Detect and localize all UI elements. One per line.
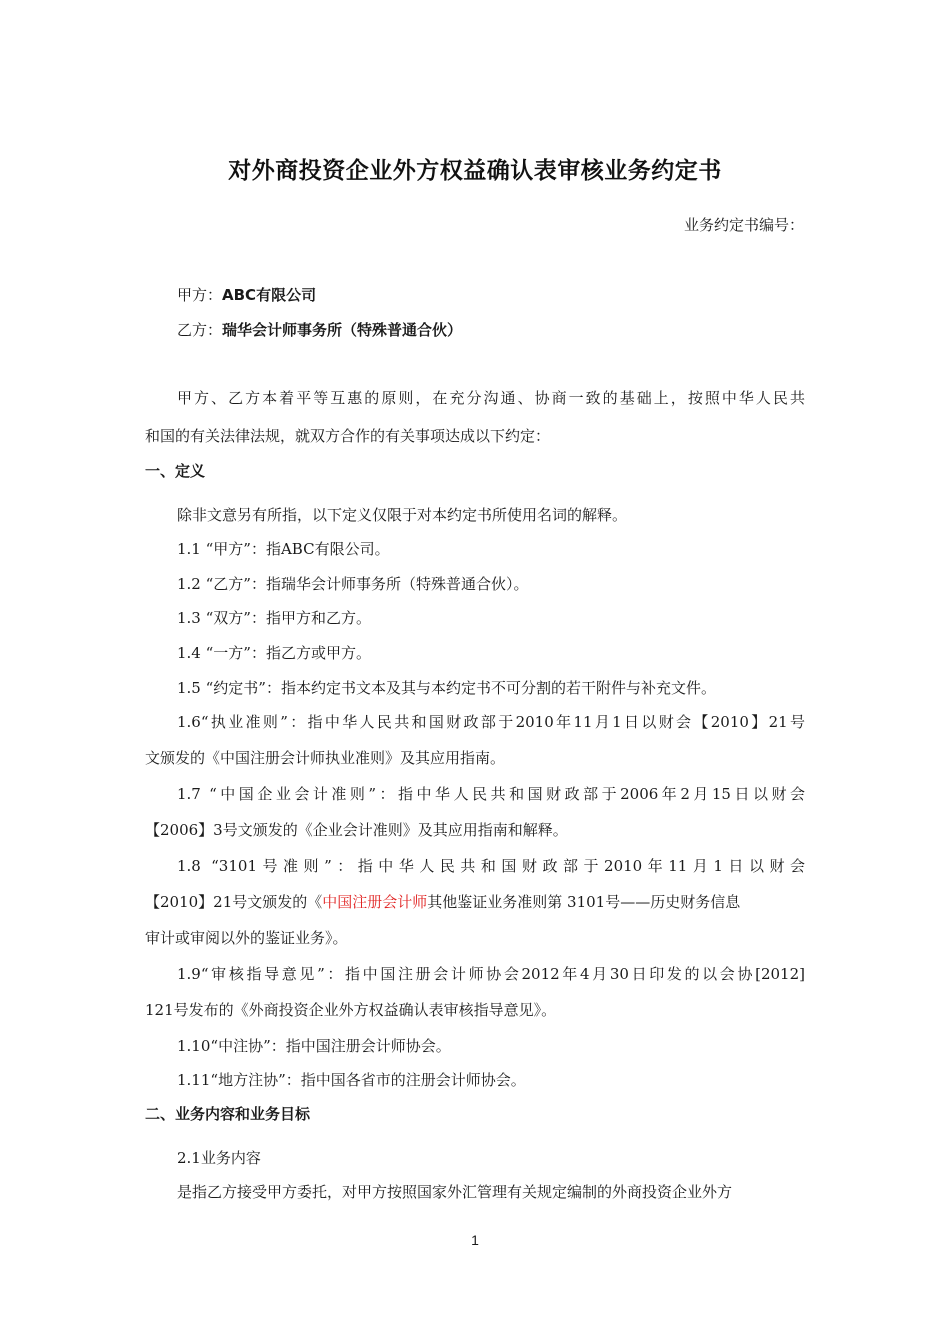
party-b xyxy=(177,320,462,340)
definition-1-8-line-3: 审计或审阅以外的鉴证业务》。 xyxy=(145,929,348,947)
subsection-2-1-heading: 2.1业务内容 xyxy=(177,1149,261,1167)
definition-1-6-line-2: 文颁发的《中国注册会计师执业准则》及其应用指南。 xyxy=(145,749,506,767)
party-a-label: 甲方： xyxy=(177,286,223,304)
definition-1-8-line-1: 1.8 “3101号准则”：指中华人民共和国财政部于2010年11月1日以财会 xyxy=(177,857,805,875)
definition-1-11: 1.11“地方注协”：指中国各省市的注册会计师协会。 xyxy=(177,1071,526,1089)
subsection-2-1-text: 是指乙方接受甲方委托，对甲方按照国家外汇管理有关规定编制的外商投资企业外方 xyxy=(177,1183,733,1201)
definition-1-8-prefix: 【2010】21号文颁发的《 xyxy=(145,893,323,911)
intro-line-2: 和国的有关法律法规，就双方合作的有关事项达成以下约定： xyxy=(145,427,551,445)
definition-1-6-line-1: 1.6“执业准则”：指中华人民共和国财政部于2010年11月1日以财会【2010】21号 xyxy=(177,713,805,731)
definition-1-9-line-2: 121号发布的《外商投资企业外方权益确认表审核指导意见》。 xyxy=(145,1001,557,1019)
definition-1-2: 1.2 “乙方”：指瑞华会计师事务所（特殊普通合伙）。 xyxy=(177,575,529,593)
definition-1-4: 1.4 “一方”：指乙方或甲方。 xyxy=(177,644,371,662)
section1-intro: 除非文意另有所指，以下定义仅限于对本约定书所使用名词的解释。 xyxy=(177,506,628,524)
document-title: 对外商投资企业外方权益确认表审核业务约定书 xyxy=(228,158,722,184)
definition-1-8-line-2 xyxy=(145,892,740,912)
party-a-name: ABC有限公司 xyxy=(222,286,317,304)
intro-line-1: 甲方、乙方本着平等互惠的原则，在充分沟通、协商一致的基础上，按照中华人民共 xyxy=(177,389,805,407)
section1-heading: 一、定义 xyxy=(145,462,206,480)
party-a xyxy=(177,285,316,305)
definition-1-1: 1.1 “甲方”：指ABC有限公司。 xyxy=(177,540,390,558)
highlighted-term: 中国注册会计师 xyxy=(322,893,428,911)
definition-1-3: 1.3 “双方”：指甲方和乙方。 xyxy=(177,609,371,627)
definition-1-10: 1.10“中注协”：指中国注册会计师协会。 xyxy=(177,1037,451,1055)
definition-1-9-line-1: 1.9“审核指导意见”：指中国注册会计师协会2012年4月30日印发的以会协[2012] xyxy=(177,965,805,983)
party-b-label: 乙方： xyxy=(177,321,223,339)
contract-number-label: 业务约定书编号： xyxy=(683,216,804,234)
definition-1-7-line-2: 【2006】3号文颁发的《企业会计准则》及其应用指南和解释。 xyxy=(145,821,568,839)
definition-1-8-suffix: 其他鉴证业务准则第 3101号——历史财务信息 xyxy=(427,893,741,911)
definition-1-5: 1.5 “约定书”：指本约定书文本及其与本约定书不可分割的若干附件与补充文件。 xyxy=(177,679,716,697)
section2-heading: 二、业务内容和业务目标 xyxy=(145,1105,311,1123)
page-number: 1 xyxy=(471,1232,479,1248)
definition-1-7-line-1: 1.7 “中国企业会计准则”：指中华人民共和国财政部于2006年2月15日以财会 xyxy=(177,785,805,803)
party-b-name: 瑞华会计师事务所（特殊普通合伙） xyxy=(222,321,463,339)
